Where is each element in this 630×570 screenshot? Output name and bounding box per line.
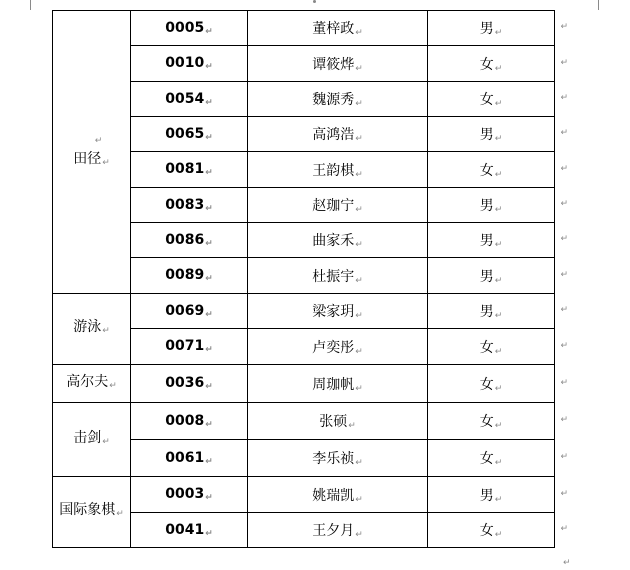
row-end-mark: ↵ bbox=[560, 377, 568, 388]
paragraph-mark: ↵ bbox=[355, 63, 363, 74]
row-end-mark: ↵ bbox=[560, 488, 568, 499]
paragraph-mark: ↵ bbox=[102, 158, 110, 168]
athlete-name-cell[interactable] bbox=[248, 365, 428, 403]
athlete-name-cell[interactable] bbox=[248, 46, 428, 82]
athlete-name-cell-text: 张硕 bbox=[319, 414, 348, 430]
athlete-gender-cell-text: 男 bbox=[479, 21, 494, 37]
paragraph-mark: ↵ bbox=[205, 345, 213, 355]
athlete-gender-cell-text: 女 bbox=[479, 162, 494, 179]
athlete-gender-cell-text: 女 bbox=[479, 451, 494, 467]
sport-label: 高尔夫 bbox=[66, 373, 109, 390]
athlete-name-cell-text: 王夕月 bbox=[312, 523, 355, 539]
sport-label: 田径 bbox=[73, 151, 102, 167]
paragraph-mark: ↵ bbox=[494, 205, 503, 215]
sport-cell[interactable] bbox=[53, 11, 131, 294]
athlete-name-cell[interactable] bbox=[248, 223, 428, 258]
paragraph-mark: ↵ bbox=[355, 99, 363, 109]
athlete-name-cell-text: 李乐祯 bbox=[312, 451, 355, 467]
row-end-mark: ↵ bbox=[560, 57, 568, 68]
athlete-gender-cell[interactable] bbox=[428, 223, 568, 258]
athlete-id-cell-text: 0010 bbox=[165, 55, 205, 71]
athlete-id-cell[interactable] bbox=[131, 11, 248, 46]
paragraph-mark: ↵ bbox=[355, 346, 363, 357]
athlete-id-cell-text: 0041 bbox=[165, 521, 205, 538]
paragraph-mark: ↵ bbox=[205, 238, 213, 249]
paragraph-mark: ↵ bbox=[494, 275, 503, 286]
paragraph-mark: ↵ bbox=[355, 134, 363, 144]
paragraph-mark: ↵ bbox=[355, 383, 363, 394]
paragraph-mark: ↵ bbox=[205, 26, 213, 37]
athlete-name-cell-text: 卢奕彤 bbox=[312, 339, 355, 356]
paragraph-mark: ↵ bbox=[102, 326, 110, 336]
paragraph-mark: ↵ bbox=[102, 436, 110, 447]
paragraph-mark: ↵ bbox=[94, 136, 103, 146]
athlete-id-cell[interactable] bbox=[131, 82, 248, 117]
athlete-gender-cell-text: 女 bbox=[479, 339, 494, 356]
paragraph-mark: ↵ bbox=[116, 509, 124, 519]
row-end-mark: ↵ bbox=[560, 524, 568, 534]
paragraph-mark: ↵ bbox=[205, 309, 213, 320]
athlete-gender-cell-text: 男 bbox=[479, 127, 494, 143]
athlete-name-cell[interactable] bbox=[248, 440, 428, 477]
athlete-name-cell[interactable] bbox=[248, 117, 428, 152]
athlete-id-cell[interactable] bbox=[131, 513, 248, 548]
paragraph-mark: ↵ bbox=[205, 97, 213, 108]
sport-cell[interactable] bbox=[53, 403, 131, 477]
athlete-name-cell[interactable] bbox=[248, 152, 428, 188]
athlete-id-cell-text: 0081 bbox=[165, 161, 205, 177]
sport-label-wrap bbox=[66, 373, 117, 395]
paragraph-mark: ↵ bbox=[205, 132, 213, 143]
row-end-mark: ↵ bbox=[560, 305, 568, 315]
athlete-gender-cell[interactable] bbox=[428, 11, 568, 46]
athlete-gender-cell[interactable] bbox=[428, 403, 568, 440]
athlete-name-cell-text: 魏源秀 bbox=[312, 92, 355, 108]
athlete-id-cell-text: 0005 bbox=[165, 19, 205, 36]
paragraph-mark: ↵ bbox=[355, 530, 363, 540]
athlete-id-cell-text: 0008 bbox=[165, 412, 205, 429]
athlete-id-cell[interactable] bbox=[131, 403, 248, 440]
athlete-name-cell[interactable] bbox=[248, 294, 428, 329]
paragraph-mark: ↵ bbox=[355, 169, 363, 180]
athlete-id-cell[interactable] bbox=[131, 258, 248, 294]
sport-label-wrap bbox=[59, 501, 124, 523]
paragraph-mark: ↵ bbox=[205, 62, 213, 72]
paragraph-mark: ↵ bbox=[494, 99, 503, 109]
table-row bbox=[53, 365, 555, 403]
athlete-id-cell[interactable] bbox=[131, 46, 248, 82]
athlete-id-cell[interactable] bbox=[131, 152, 248, 188]
row-end-mark: ↵ bbox=[560, 415, 568, 425]
athlete-gender-cell-text: 男 bbox=[479, 304, 494, 320]
paragraph-mark: ↵ bbox=[494, 530, 503, 540]
athlete-name-cell[interactable] bbox=[248, 188, 428, 223]
paragraph-mark: ↵ bbox=[494, 494, 503, 505]
paragraph-mark: ↵ bbox=[205, 168, 213, 178]
paragraph-mark: ↵ bbox=[494, 383, 503, 394]
athlete-name-cell-text: 谭筱烨 bbox=[312, 56, 355, 73]
crop-mark-top-right bbox=[598, 0, 617, 10]
athlete-id-cell-text: 0036 bbox=[165, 375, 205, 391]
paragraph-mark: ↵ bbox=[494, 28, 503, 38]
roster-body bbox=[53, 11, 568, 548]
paragraph-mark: ↵ bbox=[205, 203, 213, 214]
paragraph-mark: ↵ bbox=[494, 421, 503, 431]
sport-cell[interactable] bbox=[53, 365, 131, 403]
athlete-id-cell[interactable] bbox=[131, 117, 248, 152]
athlete-gender-cell[interactable] bbox=[428, 188, 568, 223]
paragraph-mark: ↵ bbox=[205, 493, 213, 503]
athlete-gender-cell[interactable] bbox=[428, 82, 568, 117]
table-row bbox=[53, 11, 555, 46]
athlete-name-cell-text: 周珈帆 bbox=[312, 376, 355, 393]
athlete-id-cell[interactable] bbox=[131, 223, 248, 258]
paragraph-mark: ↵ bbox=[205, 274, 213, 284]
athlete-name-cell[interactable] bbox=[248, 477, 428, 513]
athlete-name-cell[interactable] bbox=[248, 258, 428, 294]
athlete-id-cell-text: 0054 bbox=[165, 90, 205, 107]
athlete-id-cell-text: 0071 bbox=[165, 338, 205, 354]
athlete-gender-cell-text: 女 bbox=[479, 414, 494, 430]
athlete-id-cell-text: 0065 bbox=[165, 125, 205, 142]
crop-mark-top-left bbox=[12, 0, 31, 10]
sport-label-wrap bbox=[73, 318, 110, 340]
athlete-id-cell-text: 0083 bbox=[165, 196, 205, 213]
athlete-id-cell-text: 0069 bbox=[165, 302, 205, 319]
sport-label-wrap bbox=[73, 132, 110, 172]
athlete-id-cell-text: 0061 bbox=[165, 449, 205, 466]
athlete-gender-cell[interactable] bbox=[428, 365, 568, 403]
sport-label: 游泳 bbox=[73, 319, 102, 335]
row-end-mark: ↵ bbox=[560, 269, 568, 280]
athlete-name-cell[interactable] bbox=[248, 403, 428, 440]
paragraph-mark: ↵ bbox=[109, 380, 117, 391]
athlete-gender-cell-text: 男 bbox=[479, 198, 494, 214]
athlete-gender-cell-text: 女 bbox=[479, 92, 494, 108]
paragraph-mark: ↵ bbox=[355, 205, 363, 215]
athlete-gender-cell[interactable] bbox=[428, 329, 568, 365]
athlete-roster-table bbox=[52, 10, 568, 548]
athlete-name-cell-text: 曲家禾 bbox=[312, 233, 355, 249]
paragraph-mark: ↵ bbox=[355, 275, 363, 286]
athlete-name-cell[interactable] bbox=[248, 11, 428, 46]
sport-label: 国际象棋 bbox=[59, 502, 116, 518]
athlete-gender-cell[interactable] bbox=[428, 477, 568, 513]
athlete-gender-cell[interactable] bbox=[428, 258, 568, 294]
paragraph-mark: ↵ bbox=[205, 382, 213, 392]
athlete-name-cell-text: 姚瑞凯 bbox=[312, 487, 355, 504]
athlete-gender-cell-text: 男 bbox=[479, 268, 494, 285]
row-end-mark: ↵ bbox=[560, 93, 568, 103]
athlete-id-cell[interactable] bbox=[131, 188, 248, 223]
athlete-name-cell[interactable] bbox=[248, 329, 428, 365]
athlete-gender-cell[interactable] bbox=[428, 440, 568, 477]
table-row bbox=[53, 403, 555, 440]
athlete-name-cell-text: 赵珈宁 bbox=[312, 198, 355, 214]
athlete-id-cell-text: 0003 bbox=[165, 486, 205, 502]
athlete-gender-cell[interactable] bbox=[428, 152, 568, 188]
paragraph-mark: ↵ bbox=[494, 458, 503, 468]
athlete-gender-cell-text: 女 bbox=[479, 376, 494, 393]
athlete-id-cell[interactable] bbox=[131, 294, 248, 329]
row-end-mark: ↵ bbox=[560, 234, 568, 244]
athlete-id-cell-text: 0086 bbox=[165, 231, 205, 248]
athlete-id-cell[interactable] bbox=[131, 329, 248, 365]
row-end-mark: ↵ bbox=[560, 340, 568, 351]
paragraph-mark: ↵ bbox=[494, 134, 503, 144]
athlete-gender-cell-text: 女 bbox=[479, 56, 494, 73]
sport-label-wrap bbox=[73, 429, 110, 451]
athlete-id-cell-text: 0089 bbox=[165, 267, 205, 283]
athlete-gender-cell-text: 男 bbox=[479, 233, 494, 249]
paragraph-mark: ↵ bbox=[355, 494, 363, 505]
athlete-name-cell-text: 杜振宇 bbox=[312, 268, 355, 285]
paragraph-mark: ↵ bbox=[494, 240, 503, 250]
sport-cell[interactable] bbox=[53, 477, 131, 548]
ruler-dot bbox=[313, 0, 316, 3]
athlete-name-cell-text: 梁家玥 bbox=[312, 304, 355, 320]
athlete-name-cell-text: 董梓政 bbox=[312, 21, 355, 37]
paragraph-mark: ↵ bbox=[494, 63, 503, 74]
athlete-id-cell[interactable] bbox=[131, 477, 248, 513]
athlete-id-cell[interactable] bbox=[131, 440, 248, 477]
table-row bbox=[53, 477, 555, 513]
athlete-gender-cell-text: 女 bbox=[479, 523, 494, 539]
end-of-document-mark: ↵ bbox=[563, 558, 571, 568]
row-end-mark: ↵ bbox=[560, 199, 568, 209]
paragraph-mark: ↵ bbox=[205, 419, 213, 430]
sport-label: 击剑 bbox=[73, 429, 102, 446]
athlete-gender-cell[interactable] bbox=[428, 294, 568, 329]
row-end-mark: ↵ bbox=[560, 22, 568, 32]
row-end-mark: ↵ bbox=[560, 128, 568, 138]
paragraph-mark: ↵ bbox=[348, 421, 356, 431]
paragraph-mark: ↵ bbox=[355, 28, 363, 38]
athlete-gender-cell[interactable] bbox=[428, 117, 568, 152]
athlete-id-cell[interactable] bbox=[131, 365, 248, 403]
paragraph-mark: ↵ bbox=[494, 311, 503, 321]
athlete-gender-cell-text: 男 bbox=[479, 487, 494, 504]
athlete-gender-cell[interactable] bbox=[428, 46, 568, 82]
sport-cell[interactable] bbox=[53, 294, 131, 365]
paragraph-mark: ↵ bbox=[355, 311, 363, 321]
paragraph-mark: ↵ bbox=[355, 458, 363, 468]
athlete-name-cell[interactable] bbox=[248, 82, 428, 117]
athlete-name-cell-text: 高鸿浩 bbox=[312, 127, 355, 143]
row-end-mark: ↵ bbox=[560, 163, 568, 174]
paragraph-mark: ↵ bbox=[205, 456, 213, 467]
paragraph-mark: ↵ bbox=[494, 169, 503, 180]
row-end-mark: ↵ bbox=[560, 452, 568, 462]
athlete-name-cell[interactable] bbox=[248, 513, 428, 548]
paragraph-mark: ↵ bbox=[494, 346, 503, 357]
paragraph-mark: ↵ bbox=[355, 240, 363, 250]
paragraph-mark: ↵ bbox=[205, 528, 213, 539]
table-row bbox=[53, 294, 555, 329]
athlete-name-cell-text: 王韵棋 bbox=[312, 162, 355, 179]
athlete-gender-cell[interactable] bbox=[428, 513, 568, 548]
